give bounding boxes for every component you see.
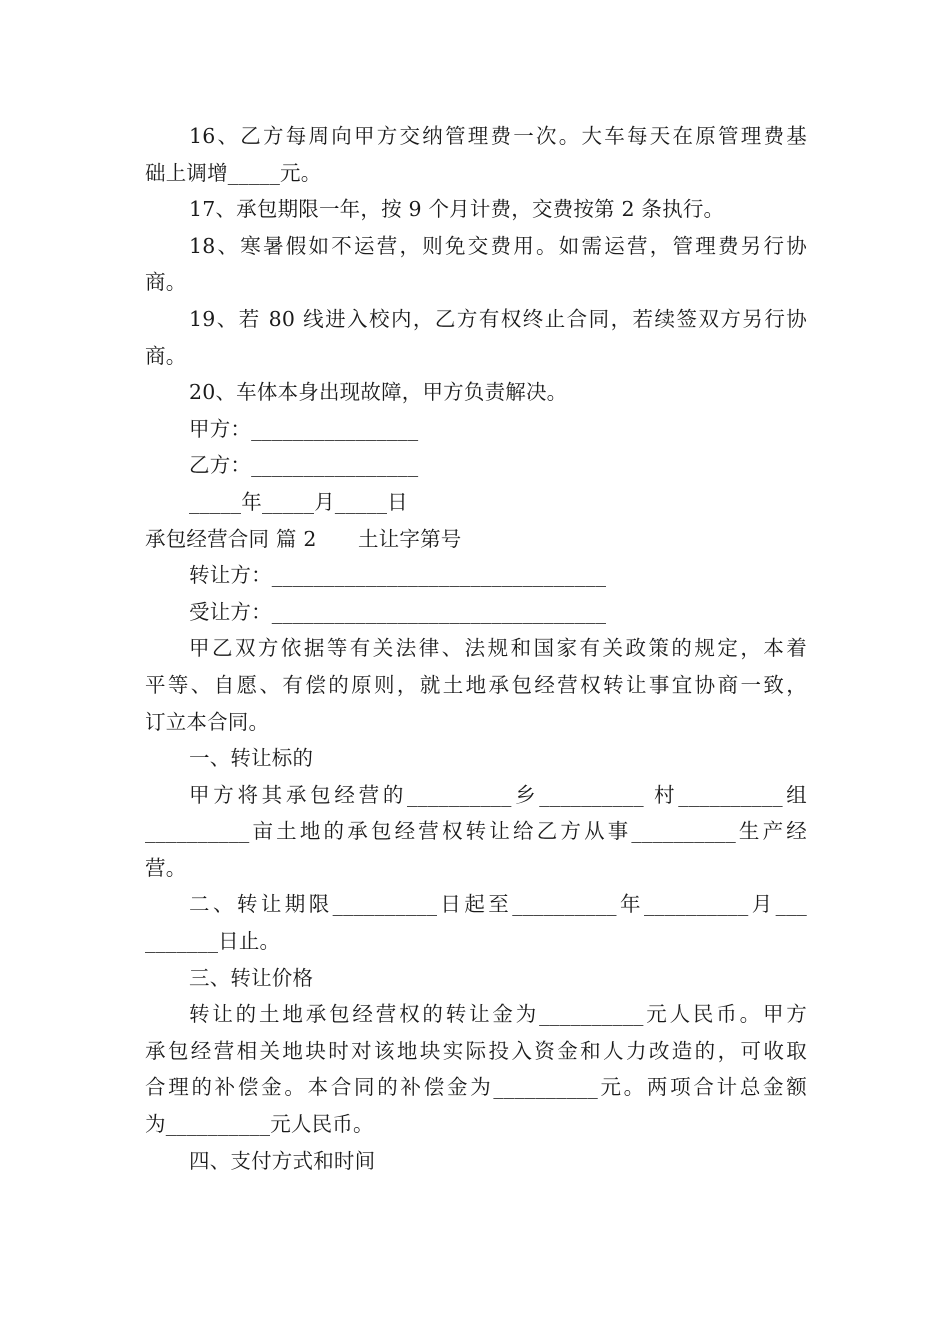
document-line: 四、支付方式和时间 [189, 1148, 376, 1173]
document-line: __________亩土地的承包经营权转让给乙方从事__________生产经 [145, 819, 807, 844]
document-line: 转让方：________________________________ [189, 563, 607, 588]
document-line: 19、若 80 线进入校内，乙方有权终止合同，若续签双方另行协 [189, 306, 807, 331]
document-line: 甲乙双方依据等有关法律、法规和国家有关政策的规定，本着 [189, 636, 807, 661]
document-line: 18、寒暑假如不运营，则免交费用。如需运营，管理费另行协 [189, 233, 807, 258]
document-line: _______日止。 [145, 929, 281, 954]
document-line: 一、转让标的 [189, 746, 314, 771]
document-line: 二、转让期限__________日起至__________年__________月___ [189, 892, 807, 917]
document-line: 17、承包期限一年，按 9 个月计费，交费按第 2 条执行。 [189, 197, 725, 222]
document-line: 甲方：________________ [189, 416, 419, 441]
document-line: 合理的补偿金。本合同的补偿金为__________元。两项合计总金额 [145, 1075, 807, 1100]
document-line: 商。 [145, 343, 187, 368]
document-line: 承包经营合同 篇 2 土让字第号 [145, 526, 462, 551]
document-line: 为__________元人民币。 [145, 1112, 374, 1137]
document-line: 20、车体本身出现故障，甲方负责解决。 [189, 380, 568, 405]
document-line: 受让方：________________________________ [189, 599, 607, 624]
document-line: 承包经营相关地块时对该地块实际投入资金和人力改造的，可收取 [145, 1038, 807, 1063]
document-line: 平等、自愿、有偿的原则，就土地承包经营权转让事宜协商一致， [145, 672, 807, 697]
document-line: _____年_____月_____日 [189, 489, 408, 514]
document-line: 订立本合同。 [145, 709, 270, 734]
document-line: 乙方：________________ [189, 453, 419, 478]
document-body [145, 118, 807, 1179]
document-line: 商。 [145, 270, 187, 295]
document-line: 础上调增_____元。 [145, 160, 322, 185]
document-line: 三、转让价格 [189, 965, 314, 990]
document-line: 转让的土地承包经营权的转让金为__________元人民币。甲方 [189, 1002, 807, 1027]
document-line: 甲方将其承包经营的__________乡__________ 村__________组 [189, 782, 807, 807]
document-line: 16、乙方每周向甲方交纳管理费一次。大车每天在原管理费基 [189, 124, 807, 148]
document-line: 营。 [145, 855, 187, 880]
